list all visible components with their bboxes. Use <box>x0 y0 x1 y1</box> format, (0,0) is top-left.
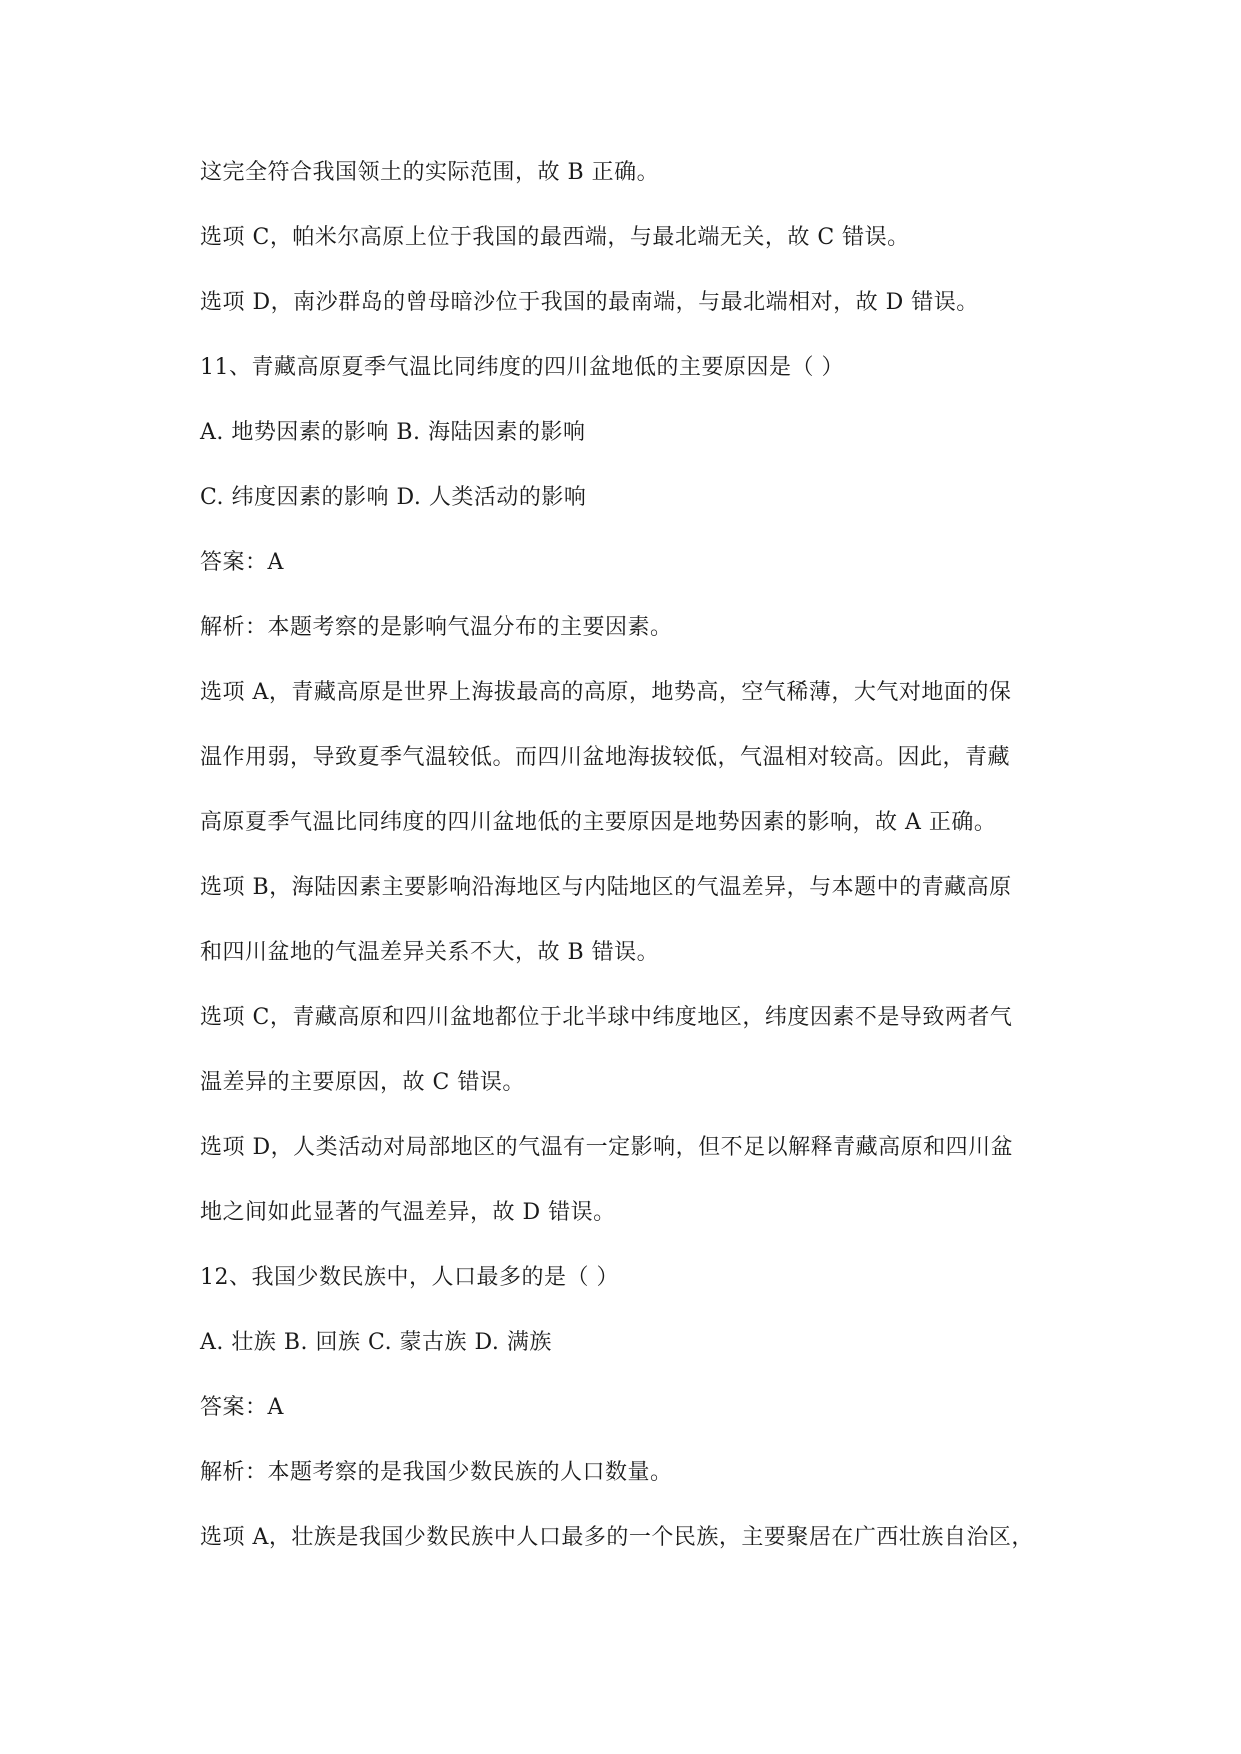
text-line: 选项 B，海陆因素主要影响沿海地区与内陆地区的气温差异，与本题中的青藏高原 <box>200 875 1012 900</box>
text-line: 地之间如此显著的气温差异，故 D 错误。 <box>200 1200 616 1225</box>
question-11-options-cd: C. 纬度因素的影响 D. 人类活动的影响 <box>200 485 587 510</box>
text-line: 选项 A，青藏高原是世界上海拔最高的高原，地势高，空气稀薄，大气对地面的保 <box>200 680 1012 705</box>
question-11: 11、青藏高原夏季气温比同纬度的四川盆地低的主要原因是（ ） <box>200 355 844 380</box>
question-12-analysis: 解析：本题考察的是我国少数民族的人口数量。 <box>200 1460 673 1485</box>
question-11-options-ab: A. 地势因素的影响 B. 海陆因素的影响 <box>200 420 586 445</box>
text-line: 选项 C，帕米尔高原上位于我国的最西端，与最北端无关，故 C 错误。 <box>200 225 910 250</box>
document-body <box>200 140 1100 1570</box>
text-line: 高原夏季气温比同纬度的四川盆地低的主要原因是地势因素的影响，故 A 正确。 <box>200 810 997 835</box>
question-12-options: A. 壮族 B. 回族 C. 蒙古族 D. 满族 <box>200 1330 552 1355</box>
question-11-answer: 答案：A <box>200 550 284 575</box>
text-line: 温作用弱，导致夏季气温较低。而四川盆地海拔较低，气温相对较高。因此，青藏 <box>200 745 1011 770</box>
text-line: 和四川盆地的气温差异关系不大，故 B 错误。 <box>200 940 660 965</box>
question-11-analysis: 解析：本题考察的是影响气温分布的主要因素。 <box>200 615 673 640</box>
question-12: 12、我国少数民族中，人口最多的是（ ） <box>200 1265 619 1290</box>
text-line: 选项 A，壮族是我国少数民族中人口最多的一个民族，主要聚居在广西壮族自治区， <box>200 1525 1034 1550</box>
text-line: 选项 D，人类活动对局部地区的气温有一定影响，但不足以解释青藏高原和四川盆 <box>200 1135 1014 1160</box>
text-line: 这完全符合我国领土的实际范围，故 B 正确。 <box>200 160 660 185</box>
text-line: 温差异的主要原因，故 C 错误。 <box>200 1070 525 1095</box>
text-line: 选项 D，南沙群岛的曾母暗沙位于我国的最南端，与最北端相对，故 D 错误。 <box>200 290 979 315</box>
question-12-answer: 答案：A <box>200 1395 284 1420</box>
text-line: 选项 C，青藏高原和四川盆地都位于北半球中纬度地区，纬度因素不是导致两者气 <box>200 1005 1013 1030</box>
